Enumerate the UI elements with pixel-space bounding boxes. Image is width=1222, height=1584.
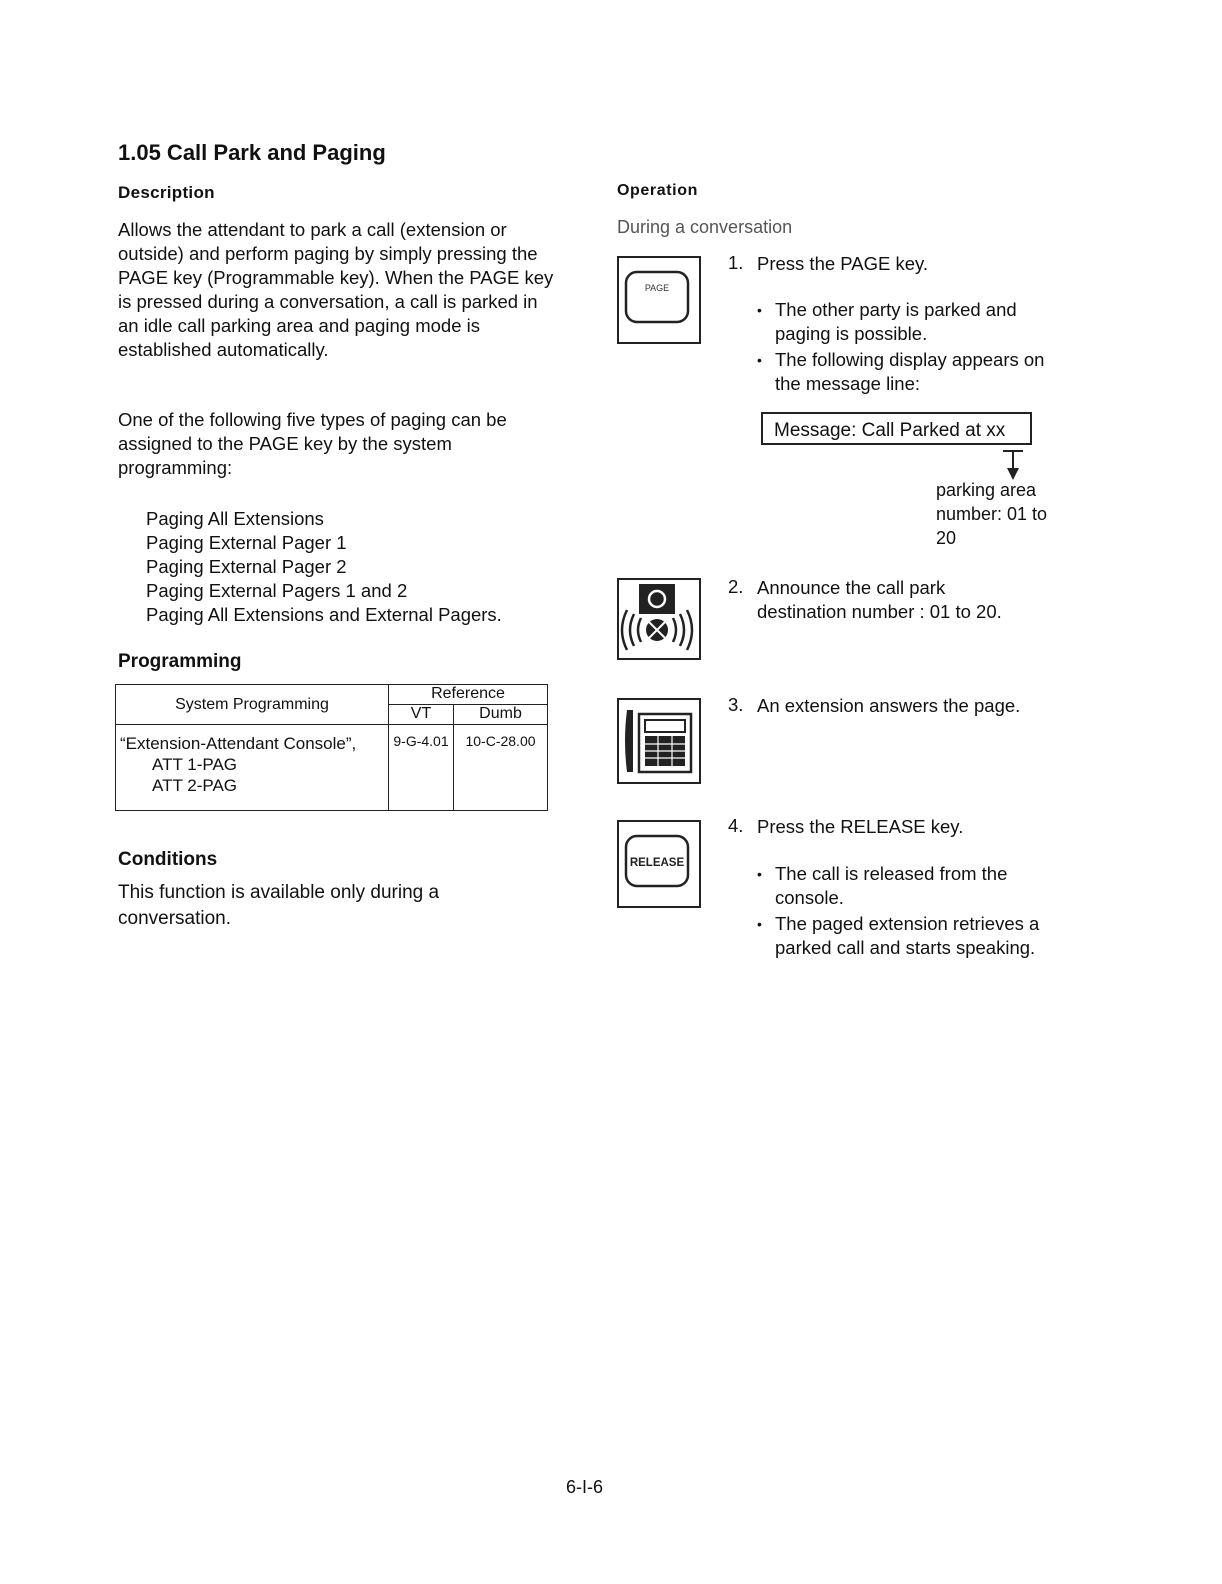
operation-context: During a conversation (617, 217, 793, 237)
table-cell-item: “Extension-Attendant Console”, (120, 734, 357, 753)
list-item: Paging All Extensions (146, 508, 324, 529)
description-paragraph-2: One of the following five types of paging can be assigned to the PAGE key by the system programming: (118, 409, 507, 478)
description-paragraph-1: Allows the attendant to park a call (extension or outside) and perform paging by simply pressing the PAGE key (Programmable key). When the PAGE key is pressed during a conversation, a call is parked in an idle call parking area and paging mode is established automatically. (118, 219, 554, 360)
step-1-text: Press the PAGE key. (757, 253, 929, 274)
table-header-reference: Reference (389, 685, 548, 705)
step-3-number: 3. (728, 694, 744, 715)
step-4-text: Press the RELEASE key. (757, 816, 964, 837)
list-item: Paging External Pager 1 (146, 532, 347, 553)
list-item: Paging All Extensions and External Pagers. (146, 604, 502, 625)
table-header-system: System Programming (116, 685, 389, 725)
step-2-number: 2. (728, 576, 744, 597)
programming-heading: Programming (118, 651, 242, 672)
table-header-vt: VT (389, 705, 454, 725)
arrow-down-icon (998, 446, 1028, 482)
description-heading: Description (118, 183, 215, 202)
section-title: 1.05 Call Park and Paging (118, 140, 386, 165)
step-4-bullets (757, 862, 1057, 962)
table-cell-sub: ATT 1-PAG (152, 755, 238, 774)
paging-types-list (146, 507, 502, 627)
table-cell-dumb: 10-C-28.00 (454, 725, 548, 811)
list-item: Paging External Pager 2 (146, 556, 347, 577)
list-item: Paging External Pagers 1 and 2 (146, 580, 408, 601)
step-2-text: Announce the call park destination number : 01 to 20. (757, 577, 1002, 622)
parking-area-note: parking area number: 01 to 20 (936, 480, 1048, 548)
step-4-number: 4. (728, 815, 744, 836)
list-item: • The paged extension retrieves a parked call and starts speaking. (757, 912, 1057, 960)
conditions-heading: Conditions (118, 849, 218, 870)
table-cell-vt: 9-G-4.01 (389, 725, 454, 811)
release-key-icon (617, 820, 701, 908)
release-key-label: RELEASE (629, 857, 685, 869)
page-key-icon (617, 256, 701, 344)
table-cell-sub: ATT 2-PAG (152, 776, 238, 795)
step-1-number: 1. (728, 252, 744, 273)
message-display: Message: Call Parked at xx (761, 412, 1032, 445)
step-1-bullets (757, 298, 1057, 398)
list-item: • The other party is parked and paging is possible. (757, 298, 1057, 346)
list-item: • The call is released from the console. (757, 862, 1057, 910)
conditions-text: This function is available only during a conversation. (118, 882, 440, 929)
step-3-text: An extension answers the page. (757, 695, 1021, 716)
table-row (116, 725, 389, 811)
table-header-dumb: Dumb (454, 705, 548, 725)
operation-heading: Operation (617, 182, 698, 199)
speaker-announce-icon (617, 578, 701, 660)
list-item: • The following display appears on the message line: (757, 348, 1057, 396)
page-number: 6-I-6 (566, 1477, 604, 1497)
programming-reference-table (115, 684, 548, 811)
page-key-label: PAGE (644, 283, 670, 293)
telephone-icon (617, 698, 701, 784)
